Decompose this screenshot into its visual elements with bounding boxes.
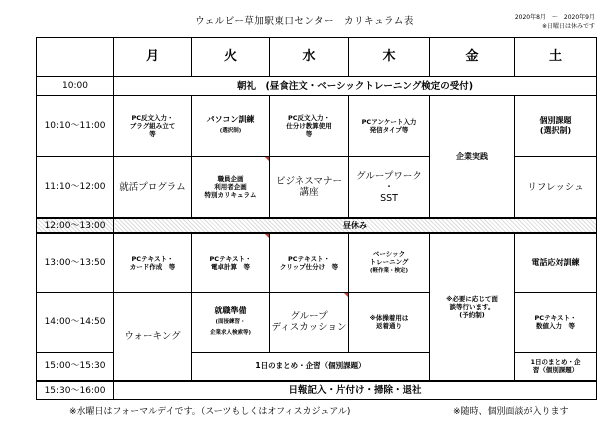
cell-sat-1110 — [515, 156, 597, 218]
cell-daily-summary: 1日のまとめ・企習（個別課題） — [192, 352, 430, 381]
cell-thu-1110 — [349, 156, 430, 218]
cell-thu-1400 — [349, 292, 430, 352]
time-1500: 15:00～15:30 — [37, 352, 114, 381]
curriculum-table — [36, 37, 597, 400]
cell-text: 個別課題 (選択制) — [539, 115, 572, 135]
time-1110: 11:10～12:00 — [37, 156, 114, 218]
cell-text: 企業実践 — [456, 151, 488, 161]
cell-thu-1300 — [349, 233, 430, 292]
period-range: 2020年8月 ～ 2020年9月 — [514, 14, 595, 21]
period-info — [515, 13, 595, 31]
corner-cell — [37, 38, 114, 77]
cell-thu-1010 — [349, 96, 430, 156]
time-1010: 10:10～11:00 — [37, 96, 114, 156]
cell-text: 電話応対訓練 — [531, 257, 580, 267]
cell-tue-1010 — [192, 96, 270, 156]
morning-assembly: 朝礼 (昼食注文・ベーシックトレーニング検定の受付) — [114, 76, 597, 95]
row-lunch — [37, 218, 597, 232]
closing-tasks: 日報記入・片付け・掃除・退社 — [114, 381, 597, 399]
cell-text: PCテキスト・ カード作成 等 — [129, 254, 176, 271]
cell-mon-walking — [114, 292, 192, 381]
cell-text: PCテキスト・ 数値入力 等 — [534, 314, 577, 331]
cell-text: 就活プログラム — [119, 181, 186, 193]
cell-wed-1010 — [270, 96, 349, 156]
row-1300 — [37, 233, 597, 292]
cell-tue-1400 — [192, 292, 270, 352]
time-1300: 13:00～13:50 — [37, 233, 114, 292]
page-title: ウェルビー草加駅東口センター カリキュラム表 — [195, 16, 414, 27]
cell-text: PCテキスト・ クリップ仕分け 等 — [279, 254, 339, 271]
cell-text: PCテキスト・ 電卓計算 等 — [209, 254, 252, 271]
cell-text: ※必要に応じて面 談等行います。 (予約制) — [446, 294, 498, 319]
row-1000 — [37, 76, 597, 95]
lunch-break: 昼休み — [114, 218, 597, 232]
time-1000: 10:00 — [37, 76, 114, 95]
row-1010 — [37, 96, 597, 156]
cell-text: グループワーク ・ SST — [356, 170, 422, 204]
day-mon: 月 — [114, 38, 192, 77]
day-fri: 金 — [430, 38, 515, 77]
day-sat: 土 — [515, 38, 597, 77]
cell-wed-1300 — [270, 233, 349, 292]
cell-text: リフレッシュ — [527, 181, 584, 193]
cell-tue-1300 — [192, 233, 270, 292]
day-tue: 火 — [192, 38, 270, 77]
cell-text: ビジネスマナー 講座 — [275, 176, 343, 199]
cell-tue-1110 — [192, 156, 270, 218]
cell-text: 就職準備 — [214, 306, 247, 316]
cell-sub: (軽作業・検定) — [369, 268, 409, 275]
row-1530 — [37, 381, 597, 399]
cell-fri-interview — [430, 233, 515, 381]
cell-text: パソコン訓練 — [206, 115, 255, 125]
cell-sat-1300 — [515, 233, 597, 292]
cell-mon-1300 — [114, 233, 192, 292]
cell-text: PCアンケート入力 発信タイプ等 — [361, 117, 417, 134]
time-1200: 12:00～13:00 — [37, 218, 114, 232]
cell-sub: (選択制) — [219, 128, 242, 135]
cell-sat-summary: 1日のまとめ・企 習（個別課題） — [515, 352, 597, 381]
header-row — [37, 38, 597, 77]
cell-sub: (面接練習・ 企業求人検索等) — [209, 319, 251, 337]
cell-sat-1400 — [515, 292, 597, 352]
cell-text: PC反文入力・ ブラグ組み立て 等 — [129, 113, 176, 138]
cell-wed-1110 — [270, 156, 349, 218]
time-1400: 14:00～14:50 — [37, 292, 114, 352]
cell-mon-1010 — [114, 96, 192, 156]
cell-mon-1110 — [114, 156, 192, 218]
time-1530: 15:30～16:00 — [37, 381, 114, 399]
cell-sat-1010 — [515, 96, 597, 156]
sunday-note: ※日曜日は休みです — [541, 23, 595, 30]
cell-text: PC反文入力・ 仕分け教算使用 等 — [286, 113, 332, 138]
cell-text: ベーシック トレーニング — [369, 250, 409, 267]
cell-text: グループ ディスカッション — [271, 311, 347, 334]
cell-fri-company — [430, 96, 515, 219]
interview-note: ※随時、個別面談が入ります — [453, 407, 569, 417]
cell-text: ※体操着用は 返着通り — [369, 314, 409, 331]
day-thu: 木 — [349, 38, 430, 77]
day-wed: 水 — [270, 38, 349, 77]
cell-wed-1400 — [270, 292, 349, 352]
cell-text: ウォーキング — [124, 330, 181, 342]
formal-day-note: ※水曜日はフォーマルデイです。（スーツもしくはオフィスカジュアル) — [69, 407, 351, 417]
cell-text: 職員企画 利用者企画 特別カリキュラム — [204, 175, 257, 200]
